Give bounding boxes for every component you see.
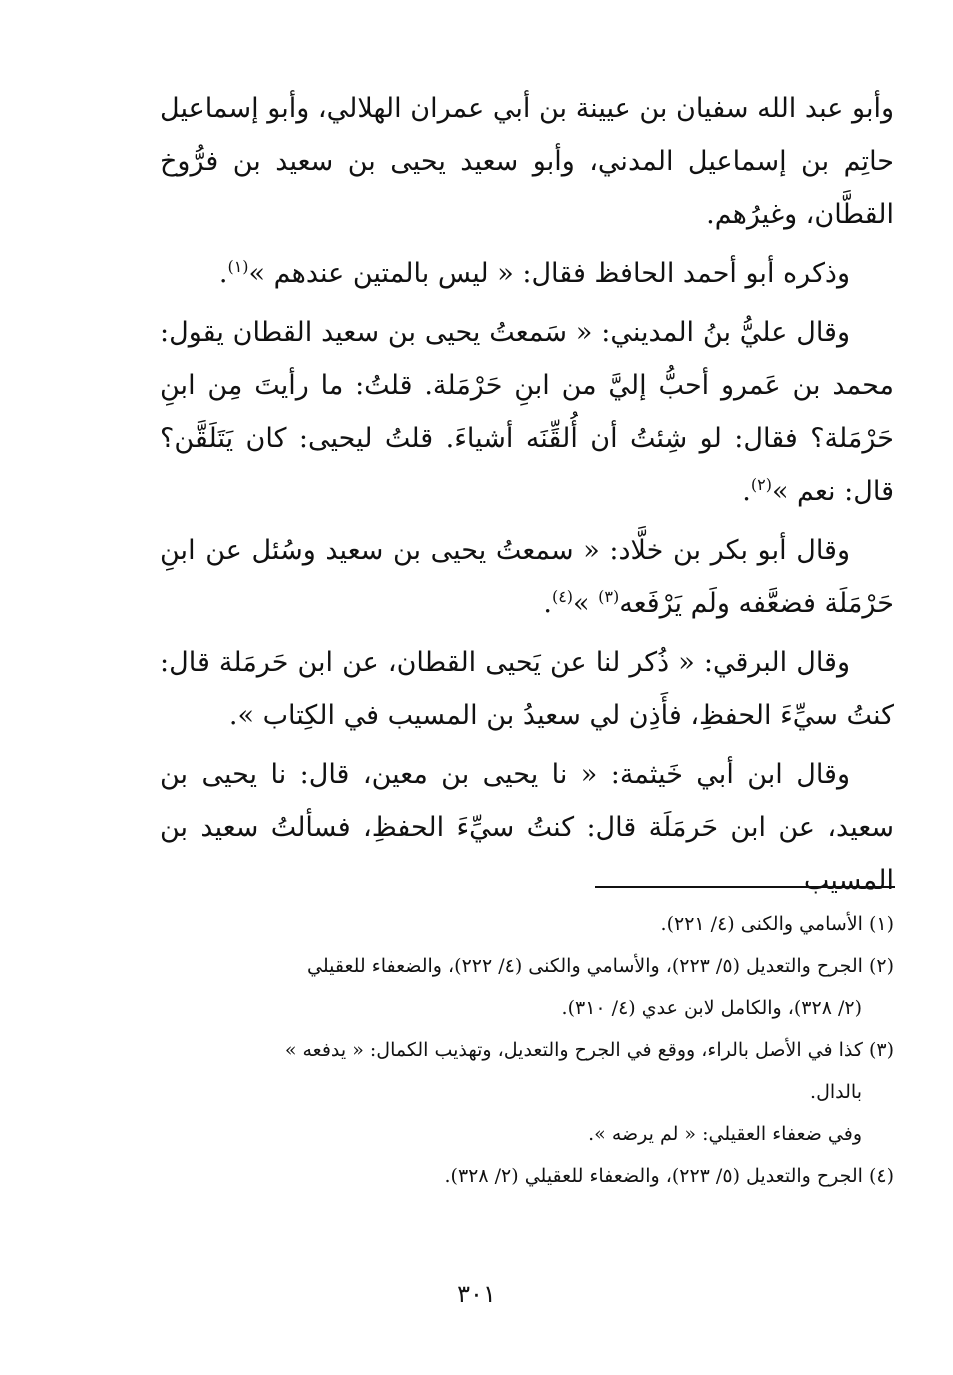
paragraph-2-text: وذكره أبو أحمد الحافظ فقال: « ليس بالمتين عندهم » xyxy=(248,258,850,289)
footnote-ref-1[interactable]: (١) xyxy=(227,257,249,276)
paragraph-4-tail-2: . xyxy=(543,588,552,619)
page-number: ٣٠١ xyxy=(457,1280,496,1308)
footnote-3-continuation: بالدال. xyxy=(810,1081,862,1103)
footnote-3-extra: وفي ضعفاء العقيلي: « لم يرضه ». xyxy=(588,1123,862,1145)
main-text xyxy=(160,82,894,913)
footnote-2-text: الجرح والتعديل (٥/ ٢٢٣)، والأسامي والكنى (٤/ ٢٢٢)، والضعفاء للعقيلي xyxy=(307,955,863,977)
paragraph-6 xyxy=(160,748,894,907)
paragraph-6-text: وقال ابن أبي خَيثمة: « نا يحيى بن معين، قال: نا يحيى بن سعيد، عن ابن حَرمَلَة قال: كنتُ سيِّءَ الحفظِ، فسألتُ سعيد بن المسيب xyxy=(160,759,894,896)
footnote-1-number: (١) xyxy=(868,913,894,935)
footnotes xyxy=(160,905,894,1199)
paragraph-5 xyxy=(160,636,894,742)
footnote-4-number: (٤) xyxy=(868,1165,894,1187)
paragraph-1 xyxy=(160,82,894,241)
paragraph-1-text: وأبو عبد الله سفيان بن عيينة بن أبي عمران الهلالي، وأبو إسماعيل حاتِم بن إسماعيل المدني، وأبو سعيد يحيى بن سعيد بن فرُّوخ القطَّان، وغيرُهم. xyxy=(160,93,894,230)
paragraph-5-text: وقال البرقي: « ذُكر لنا عن يَحيى القطان، عن ابن حَرمَلة قال: كنتُ سيِّءَ الحفظِ، فأَذِن لي سعيدُ بن المسيب في الكِتاب ». xyxy=(160,647,894,731)
paragraph-2 xyxy=(160,247,894,300)
paragraph-4 xyxy=(160,524,894,630)
footnote-2-continuation: (٢/ ٣٢٨)، والكامل لابن عدي (٤/ ٣١٠). xyxy=(561,997,862,1019)
footnote-1-text: الأسامي والكنى (٤/ ٢٢١). xyxy=(660,913,863,935)
footnote-ref-2[interactable]: (٢) xyxy=(750,475,772,494)
paragraph-3 xyxy=(160,306,894,518)
paragraph-3-tail: . xyxy=(742,476,751,507)
paragraph-4-tail: » xyxy=(573,588,599,619)
paragraph-4-text: وقال أبو بكر بن خلَّاد: « سمعتُ يحيى بن سعيد وسُئل عن ابنِ حَرْمَلَة فضعَّفه ولَم يَرْفَعه xyxy=(160,535,894,619)
footnote-ref-4[interactable]: (٤) xyxy=(551,587,574,606)
footnote-4-text: الجرح والتعديل (٥/ ٢٢٣)، والضعفاء للعقيلي (٢/ ٣٢٨). xyxy=(444,1165,863,1187)
footnote-3-text: كذا في الأصل بالراء، ووقع في الجرح والتعديل، وتهذيب الكمال: « يدفعه » xyxy=(284,1039,863,1061)
paragraph-3-text: وقال عليُّ بنُ المديني: « سَمعتُ يحيى بن سعيد القطان يقول: محمد بن عَمرو أحبُّ إليَّ من ابنِ حَرْمَلة. قلتُ: ما رأيتَ مِن ابنِ حَرْمَلة؟ فقال: لو شِئتُ أن أُلقِّنَه أشياءَ. قلتُ ليحيى: كان يَتَلَقَّن؟ قال: نعم » xyxy=(160,317,894,507)
footnote-3-number: (٣) xyxy=(868,1039,894,1061)
footnote-divider xyxy=(595,886,895,888)
footnote-ref-3[interactable]: (٣) xyxy=(598,587,620,606)
paragraph-2-tail: . xyxy=(218,258,228,289)
footnote-2-number: (٢) xyxy=(868,955,894,977)
footnote-2 xyxy=(160,947,894,986)
footnote-1 xyxy=(160,905,894,944)
footnote-3 xyxy=(160,1031,894,1070)
footnote-4 xyxy=(160,1157,894,1196)
